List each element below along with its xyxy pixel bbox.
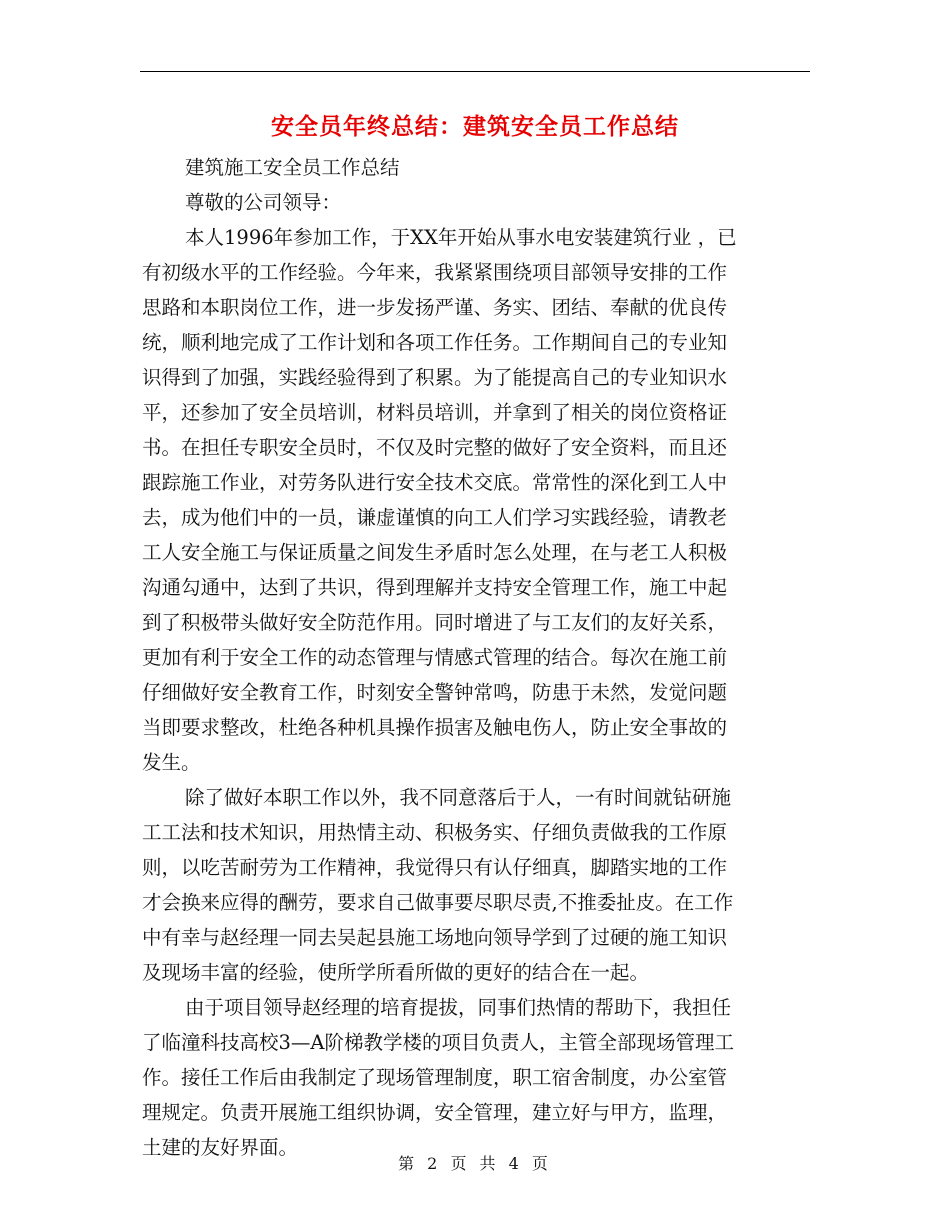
text-line: 有初级水平的工作经验。今年来，我紧紧围绕项目部领导安排的工作 bbox=[142, 261, 728, 284]
text-line: 仔细做好安全教育工作，时刻安全警钟常鸣，防患于未然，发觉问题 bbox=[142, 681, 728, 704]
text-line: 才会换来应得的酬劳，要求自己做事要尽职尽责,不推委扯皮。在工作 bbox=[142, 891, 734, 914]
text-line: 发生。 bbox=[142, 751, 201, 774]
text-line: 本人1996年参加工作，于XX年开始从事水电安装建筑行业 ，已 bbox=[185, 226, 737, 249]
text-line: 建筑施工安全员工作总结 bbox=[185, 156, 400, 179]
text-line: 去，成为他们中的一员，谦虚谨慎的向工人们学习实践经验，请教老 bbox=[142, 506, 728, 529]
text-line: 中有幸与赵经理一同去吴起县施工场地向领导学到了过硬的施工知识 bbox=[142, 926, 728, 949]
document-body bbox=[142, 150, 810, 1165]
text-line: 思路和本职岗位工作，进一步发扬严谨、务实、团结、奉献的优良传 bbox=[142, 296, 728, 319]
text-line: 作。接任工作后由我制定了现场管理制度，职工宿舍制度，办公室管 bbox=[142, 1066, 728, 1089]
page-number-footer: 第 2 页 共 4 页 bbox=[398, 1154, 552, 1173]
text-line: 土建的友好界面。 bbox=[142, 1136, 299, 1159]
text-line: 及现场丰富的经验，使所学所看所做的更好的结合在一起。 bbox=[142, 961, 650, 984]
text-line: 理规定。负责开展施工组织协调，安全管理，建立好与甲方，监理， bbox=[142, 1101, 728, 1124]
text-line: 沟通勾通中，达到了共识，得到理解并支持安全管理工作，施工中起 bbox=[142, 576, 728, 599]
text-line: 当即要求整改，杜绝各种机具操作损害及触电伤人，防止安全事故的 bbox=[142, 716, 728, 739]
text-line: 识得到了加强，实践经验得到了积累。为了能提高自己的专业知识水 bbox=[142, 366, 728, 389]
header-rule bbox=[140, 71, 810, 72]
text-line: 尊敬的公司领导： bbox=[185, 191, 342, 214]
text-line: 书。在担任专职安全员时，不仅及时完整的做好了安全资料，而且还 bbox=[142, 436, 728, 459]
text-line: 更加有利于安全工作的动态管理与情感式管理的结合。每次在施工前 bbox=[142, 646, 728, 669]
text-line: 由于项目领导赵经理的培育提拔，同事们热情的帮助下，我担任 bbox=[185, 996, 732, 1019]
text-line: 了临潼科技高校3—A阶梯教学楼的项目负责人，主管全部现场管理工 bbox=[142, 1031, 734, 1054]
text-line: 跟踪施工作业，对劳务队进行安全技术交底。常常性的深化到工人中 bbox=[142, 471, 728, 494]
text-line: 平，还参加了安全员培训，材料员培训，并拿到了相关的岗位资格证 bbox=[142, 401, 728, 424]
text-line: 到了积极带头做好安全防范作用。同时增进了与工友们的友好关系， bbox=[142, 611, 728, 634]
text-line: 除了做好本职工作以外，我不同意落后于人，一有时间就钻研施 bbox=[185, 786, 732, 809]
text-line: 则，以吃苦耐劳为工作精神，我觉得只有认仔细真，脚踏实地的工作 bbox=[142, 856, 728, 879]
text-line: 统，顺利地完成了工作计划和各项工作任务。工作期间自己的专业知 bbox=[142, 331, 728, 354]
text-line: 工人安全施工与保证质量之间发生矛盾时怎么处理，在与老工人积极 bbox=[142, 541, 728, 564]
text-line: 工工法和技术知识，用热情主动、积极务实、仔细负责做我的工作原 bbox=[142, 821, 728, 844]
document-title: 安全员年终总结：建筑安全员工作总结 bbox=[271, 114, 679, 140]
